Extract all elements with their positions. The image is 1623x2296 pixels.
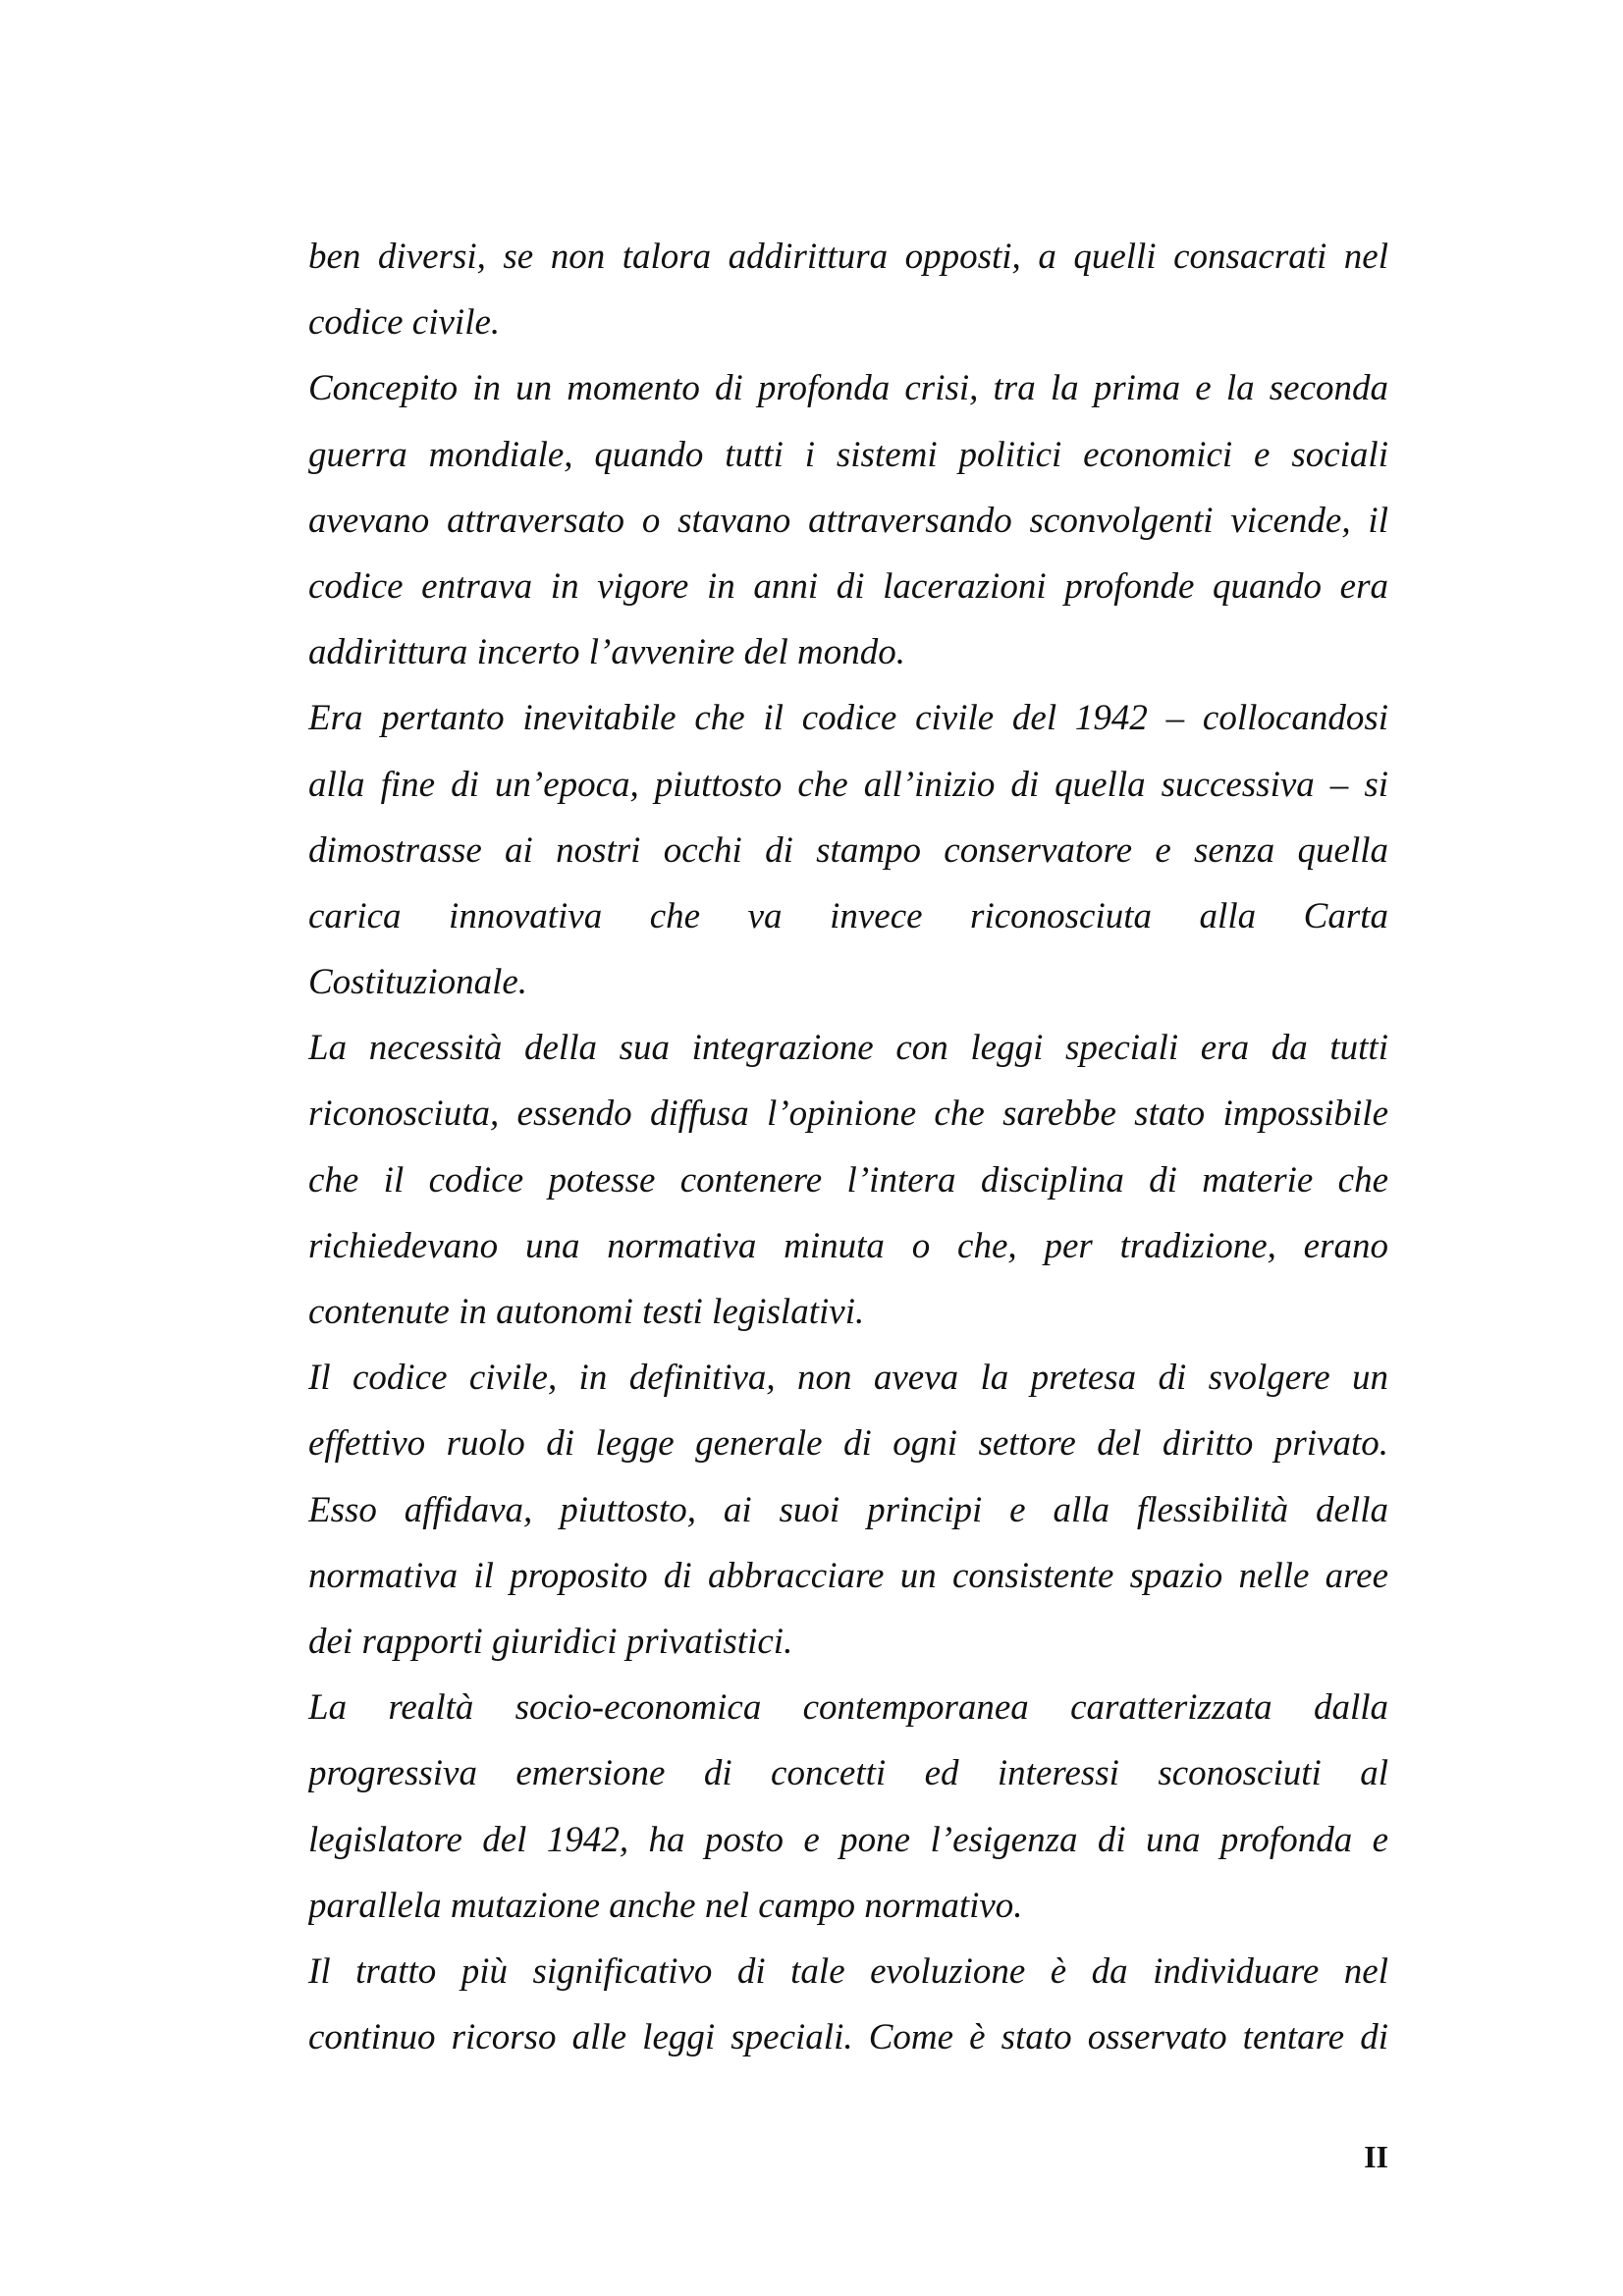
text-line: parallela mutazione anche nel campo normativo.: [308, 1885, 1023, 1926]
paragraph: [308, 355, 1388, 685]
paragraph: [308, 685, 1388, 1015]
text-line: codice entrava in vigore in anni di lacerazioni profonde quando era: [308, 565, 1388, 607]
text-line: contenute in autonomi testi legislativi.: [308, 1292, 865, 1332]
text-line: Esso affidava, piuttosto, ai suoi principi e alla flessibilità della: [308, 1489, 1388, 1530]
text-line: Concepito in un momento di profonda crisi, tra la prima e la seconda: [308, 368, 1388, 409]
text-line: dei rapporti giuridici privatistici.: [308, 1621, 793, 1662]
text-line: avevano attraversato o stavano attraversando sconvolgenti vicende, il: [308, 500, 1388, 541]
text-line: legislatore del 1942, ha posto e pone l’esigenza di una profonda e: [308, 1819, 1388, 1860]
text-line: Era pertanto inevitabile che il codice civile del 1942 – collocandosi: [308, 698, 1388, 739]
text-line: La realtà socio-economica contemporanea caratterizzata dalla: [308, 1687, 1388, 1729]
text-line: La necessità della sua integrazione con leggi speciali era da tutti: [308, 1028, 1388, 1069]
text-line: dimostrasse ai nostri occhi di stampo conservatore e senza quella: [308, 829, 1388, 871]
page-number: II: [1364, 2139, 1388, 2174]
text-line: addirittura incerto l’avvenire del mondo.: [308, 632, 905, 673]
text-line: riconosciuta, essendo diffusa l’opinione che sarebbe stato impossibile: [308, 1094, 1388, 1135]
body-text: [308, 224, 1388, 2070]
text-line: guerra mondiale, quando tutti i sistemi politici economici e sociali: [308, 434, 1388, 475]
text-line: Il tratto più significativo di tale evoluzione è da individuare nel: [308, 1950, 1388, 1992]
text-line: richiedevano una normativa minuta o che, per tradizione, erano: [308, 1225, 1388, 1266]
text-line: codice civile.: [308, 302, 501, 344]
paragraph: [308, 1675, 1388, 1939]
text-line: ben diversi, se non talora addirittura opposti, a quelli consacrati nel: [308, 237, 1388, 277]
paragraph: [308, 1015, 1388, 1345]
text-line: che il codice potesse contenere l’intera disciplina di materie che: [308, 1159, 1388, 1201]
text-line: effettivo ruolo di legge generale di ogni settore del diritto privato.: [308, 1423, 1388, 1465]
text-line: continuo ricorso alle leggi speciali. Come è stato osservato tentare di: [308, 2017, 1388, 2058]
text-line: normativa il proposito di abbracciare un consistente spazio nelle aree: [308, 1555, 1388, 1596]
text-line: carica innovativa che va invece riconosciuta alla Carta: [308, 895, 1388, 936]
text-line: Costituzionale.: [308, 962, 528, 1003]
text-line: alla fine di un’epoca, piuttosto che all’inizio di quella successiva – si: [308, 764, 1388, 805]
paragraph: [308, 1345, 1388, 1675]
text-line: Il codice civile, in definitiva, non aveva la pretesa di svolgere un: [308, 1358, 1388, 1399]
paragraph: [308, 224, 1388, 355]
paragraph: [308, 1939, 1388, 2070]
text-line: progressiva emersione di concetti ed interessi sconosciuti al: [308, 1753, 1388, 1794]
